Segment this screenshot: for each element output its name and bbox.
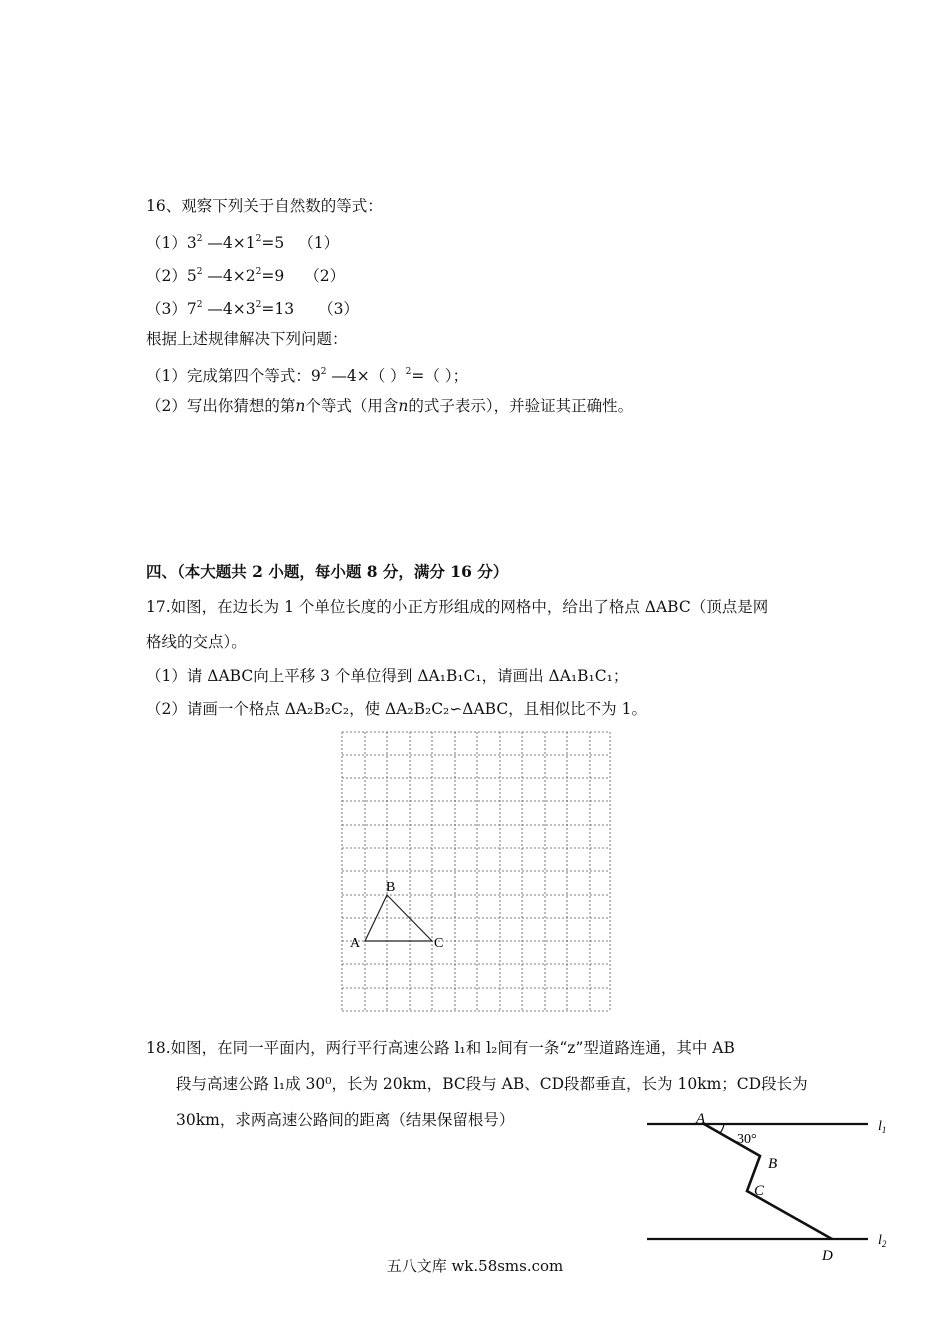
label-c: C: [754, 1183, 765, 1199]
q16-eq3: $(3)7^2$ $—4\times 3^2=13$ （3）: [146, 300, 359, 318]
q18-line2: 段与高速公路 l₁成 30⁰，长为 20km，BC段与 AB、CD段都垂直，长为 10km；CD段长为: [176, 1075, 808, 1093]
label-c: C: [434, 936, 444, 951]
angle-label: 30°: [737, 1132, 757, 1147]
q16-sub1: （1）完成第四个等式：$9^2$ —4×（ ）$^2$=（ ）；: [146, 367, 469, 385]
label-a: A: [350, 936, 361, 951]
footer: 五八文库 wk.58sms.com: [386, 1257, 564, 1275]
q16-eq1: $(1)3^2$ $—4\times 1^2=5$ （1）: [146, 234, 340, 252]
z-road: [704, 1124, 832, 1239]
section-4-heading: 四、（本大题共 2 小题，每小题 8 分，满分 16 分）: [146, 562, 509, 581]
grid-lines: [342, 732, 610, 1011]
label-a: A: [696, 1111, 706, 1127]
q16-sub2: （2）写出你猜想的第n个等式（用含n的式子表示），并验证其正确性。: [146, 397, 634, 415]
label-b: B: [386, 880, 396, 895]
q18-line1: 18.如图，在同一平面内，两行平行高速公路 l₁和 l₂间有一条“z”型道路连通，其中 AB: [146, 1039, 735, 1057]
q17-line1: 17.如图，在边长为 1 个单位长度的小正方形组成的网格中，给出了格点 ΔABC（顶点是网: [146, 598, 769, 616]
label-b: B: [768, 1156, 778, 1172]
label-l2: $l_2$: [878, 1233, 887, 1249]
label-d: D: [822, 1248, 833, 1264]
label-l1: $l_1$: [878, 1119, 887, 1135]
q16-title: 16、观察下列关于自然数的等式：: [146, 197, 383, 215]
q17-line2: 格线的交点）。: [146, 633, 247, 651]
q16-eq2: $(2)5^2$ $—4\times 2^2=9$ （2）: [146, 267, 346, 285]
q18-road-figure: [640, 1108, 900, 1266]
angle-arc: [720, 1124, 724, 1133]
q18-line3: 30km，求两高速公路间的距离（结果保留根号）: [176, 1111, 515, 1129]
q17-sub1: （1）请 ΔABC向上平移 3 个单位得到 ΔA₁B₁C₁，请画出 ΔA₁B₁C₁；: [146, 667, 629, 685]
q17-grid-figure: [330, 726, 630, 1018]
q17-sub2: （2）请画一个格点 ΔA₂B₂C₂，使 ΔA₂B₂C₂∽ΔABC，且相似比不为 1。: [146, 700, 647, 718]
q16-rule: 根据上述规律解决下列问题：: [146, 330, 348, 348]
